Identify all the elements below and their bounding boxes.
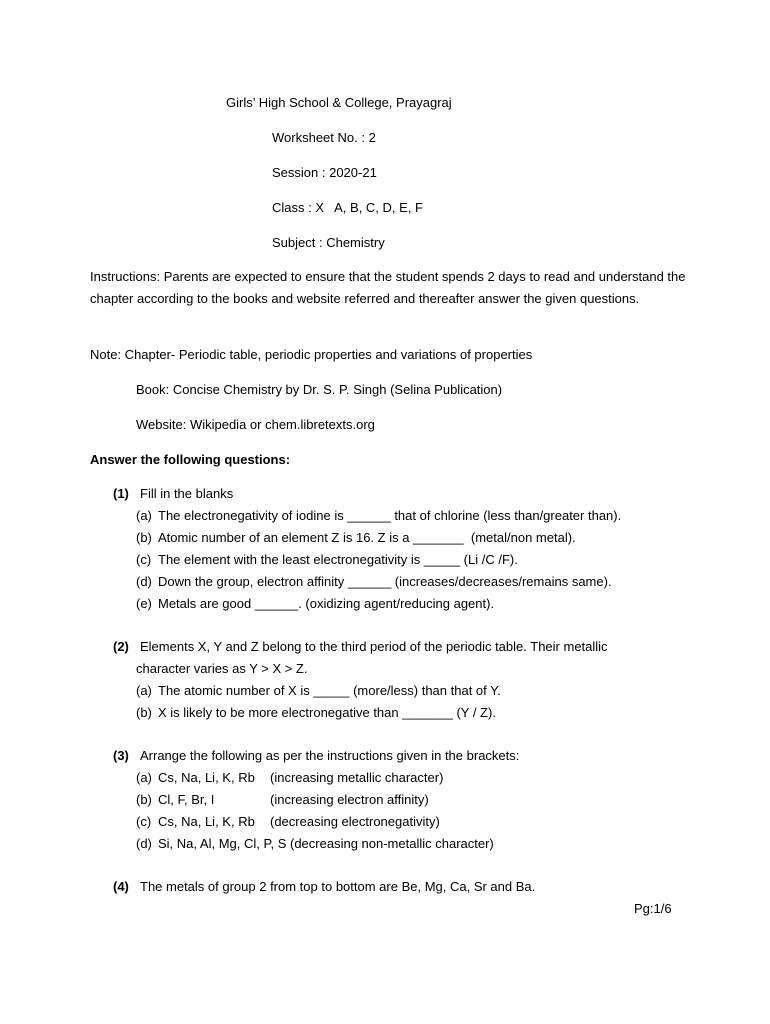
item-label: (c) bbox=[136, 814, 152, 829]
item-label: (a) bbox=[136, 683, 152, 698]
item-text: The element with the least electronegativity is _____ (Li /C /F). bbox=[158, 552, 518, 567]
item-label: (c) bbox=[136, 552, 152, 567]
item-label: (b) bbox=[136, 705, 152, 720]
list-item bbox=[136, 683, 501, 699]
item-label: (a) bbox=[136, 508, 152, 523]
question-number: (2) bbox=[113, 639, 129, 654]
item-elements: Cl, F, Br, I bbox=[158, 792, 215, 807]
item-text: The electronegativity of iodine is ______ that of chlorine (less than/greater than). bbox=[158, 508, 622, 523]
item-instruction: (increasing metallic character) bbox=[270, 770, 444, 785]
item-elements: Cs, Na, Li, K, Rb bbox=[158, 770, 255, 785]
website-reference: Website: Wikipedia or chem.libretexts.org bbox=[136, 417, 375, 432]
list-item bbox=[136, 792, 429, 808]
item-text: Metals are good ______. (oxidizing agent/reducing agent). bbox=[158, 596, 495, 611]
list-item bbox=[136, 596, 494, 612]
item-text: Atomic number of an element Z is 16. Z is a _______ (metal/non metal). bbox=[158, 530, 576, 545]
session-line: Session : 2020-21 bbox=[272, 165, 377, 180]
item-elements: Si, Na, Al, Mg, Cl, P, S bbox=[158, 836, 287, 851]
list-item bbox=[136, 770, 443, 786]
item-text: Down the group, electron affinity ______ (increases/decreases/remains same). bbox=[158, 574, 612, 589]
book-reference: Book: Concise Chemistry by Dr. S. P. Singh (Selina Publication) bbox=[136, 382, 503, 397]
list-item bbox=[136, 836, 494, 852]
list-item bbox=[136, 814, 440, 830]
list-item bbox=[136, 530, 576, 546]
question-text: The metals of group 2 from top to bottom are Be, Mg, Ca, Sr and Ba. bbox=[140, 879, 536, 894]
worksheet-number: Worksheet No. : 2 bbox=[272, 130, 376, 145]
item-instruction: (decreasing electronegativity) bbox=[270, 814, 440, 829]
item-label: (a) bbox=[136, 770, 152, 785]
question-number: (3) bbox=[113, 748, 129, 763]
question-text-continued: character varies as Y > X > Z. bbox=[136, 661, 308, 676]
item-label: (d) bbox=[136, 574, 152, 589]
item-label: (b) bbox=[136, 792, 152, 807]
list-item bbox=[136, 552, 518, 568]
question-text: Fill in the blanks bbox=[140, 486, 234, 501]
page-number: Pg:1/6 bbox=[634, 901, 672, 916]
instructions-paragraph: Instructions: Parents are expected to ensure that the student spends 2 days to read and understand the chapter according to the books and website referred and thereafter answer the given questions. bbox=[90, 269, 686, 306]
list-item bbox=[136, 574, 612, 590]
item-instruction: (increasing electron affinity) bbox=[270, 792, 429, 807]
question-text: Arrange the following as per the instructions given in the brackets: bbox=[140, 748, 520, 763]
item-text: X is likely to be more electronegative than _______ (Y / Z). bbox=[158, 705, 496, 720]
class-line: Class : X A, B, C, D, E, F bbox=[272, 200, 423, 215]
chapter-note: Note: Chapter- Periodic table, periodic properties and variations of properties bbox=[90, 347, 533, 362]
question-number: (1) bbox=[113, 486, 129, 501]
question-number: (4) bbox=[113, 879, 129, 894]
answer-heading: Answer the following questions: bbox=[90, 452, 291, 467]
item-text: The atomic number of X is _____ (more/less) than that of Y. bbox=[158, 683, 501, 698]
item-elements: Cs, Na, Li, K, Rb bbox=[158, 814, 255, 829]
list-item bbox=[136, 508, 621, 524]
item-label: (e) bbox=[136, 596, 152, 611]
question-text: Elements X, Y and Z belong to the third period of the periodic table. Their metallic bbox=[140, 639, 608, 654]
subject-line: Subject : Chemistry bbox=[272, 235, 385, 250]
school-title: Girls’ High School & College, Prayagraj bbox=[226, 95, 452, 110]
item-label: (b) bbox=[136, 530, 152, 545]
item-label: (d) bbox=[136, 836, 152, 851]
item-instruction: (decreasing non-metallic character) bbox=[290, 836, 494, 851]
list-item bbox=[136, 705, 496, 721]
